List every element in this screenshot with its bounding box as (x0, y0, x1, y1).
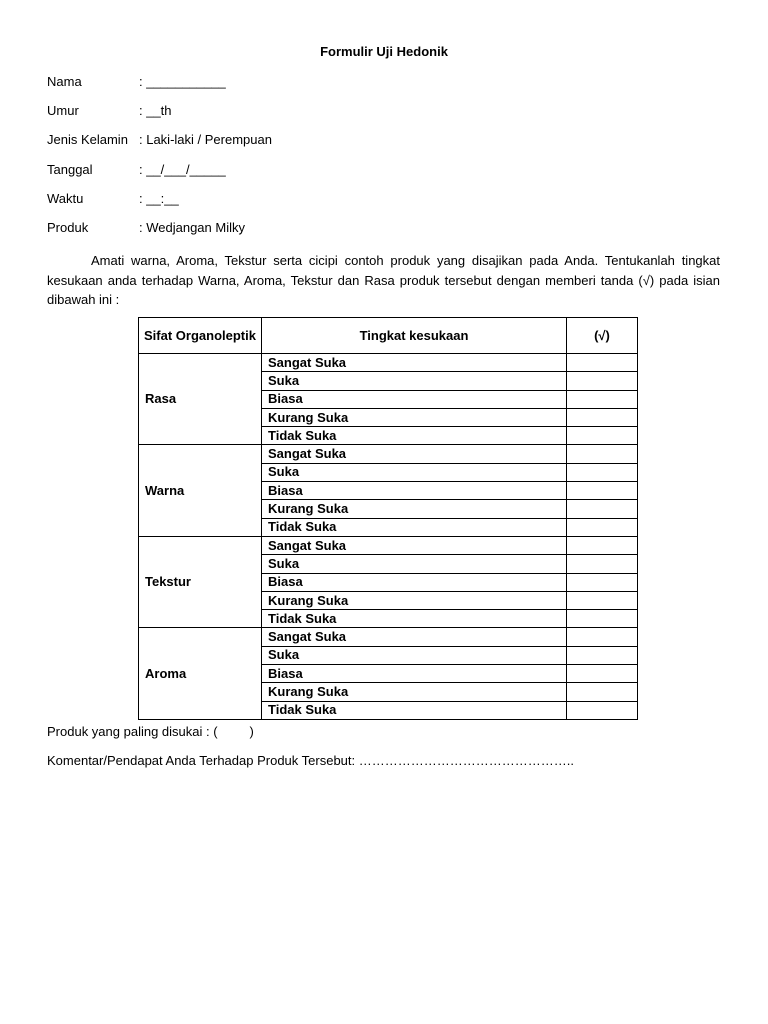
check-cell[interactable] (567, 408, 638, 426)
check-cell[interactable] (567, 555, 638, 573)
level-cell: Biasa (262, 390, 567, 408)
check-cell[interactable] (567, 354, 638, 372)
level-cell: Sangat Suka (262, 628, 567, 646)
check-cell[interactable] (567, 573, 638, 591)
field-value: : __:__ (139, 191, 179, 206)
level-cell: Tidak Suka (262, 701, 567, 719)
favorite-close: ) (249, 724, 254, 739)
level-cell: Biasa (262, 665, 567, 683)
table-row (139, 445, 638, 463)
hedonic-table (138, 317, 638, 720)
field-produk (47, 219, 245, 237)
field-label: Umur (47, 103, 79, 118)
field-umur[interactable] (47, 102, 172, 120)
level-cell: Suka (262, 646, 567, 664)
attribute-cell: Aroma (139, 628, 262, 719)
comment-line[interactable]: Komentar/Pendapat Anda Terhadap Produk Tersebut: ………………………………………….. (47, 753, 574, 768)
favorite-label: Produk yang paling disukai : ( (47, 724, 218, 739)
level-cell: Suka (262, 555, 567, 573)
favorite-product-line[interactable] (47, 724, 254, 739)
check-cell[interactable] (567, 628, 638, 646)
level-cell: Tidak Suka (262, 427, 567, 445)
check-cell[interactable] (567, 683, 638, 701)
level-cell: Kurang Suka (262, 591, 567, 609)
table-row (139, 628, 638, 646)
field-label: Nama (47, 74, 82, 89)
header-sifat: Sifat Organoleptik (139, 318, 262, 354)
field-value: : __th (139, 103, 172, 118)
field-label: Tanggal (47, 162, 93, 177)
field-label: Produk (47, 220, 89, 235)
level-cell: Kurang Suka (262, 683, 567, 701)
table-body (139, 354, 638, 720)
level-cell: Tidak Suka (262, 518, 567, 536)
level-cell: Biasa (262, 573, 567, 591)
instruction-paragraph (47, 251, 720, 310)
header-check: (√) (567, 318, 638, 354)
level-cell: Sangat Suka (262, 445, 567, 463)
table-row (139, 536, 638, 554)
check-cell[interactable] (567, 463, 638, 481)
attribute-cell: Warna (139, 445, 262, 536)
check-cell[interactable] (567, 701, 638, 719)
level-cell: Biasa (262, 482, 567, 500)
field-label: Waktu (47, 191, 84, 206)
field-value: : Laki-laki / Perempuan (139, 132, 272, 147)
check-cell[interactable] (567, 591, 638, 609)
level-cell: Kurang Suka (262, 500, 567, 518)
check-cell[interactable] (567, 518, 638, 536)
field-waktu[interactable] (47, 190, 179, 208)
table-header-row (139, 318, 638, 354)
check-cell[interactable] (567, 372, 638, 390)
level-cell: Sangat Suka (262, 354, 567, 372)
level-cell: Sangat Suka (262, 536, 567, 554)
level-cell: Suka (262, 463, 567, 481)
field-label: Jenis Kelamin (47, 132, 128, 147)
field-value: : ___________ (139, 74, 226, 89)
check-cell[interactable] (567, 500, 638, 518)
check-cell[interactable] (567, 610, 638, 628)
header-tingkat: Tingkat kesukaan (262, 318, 567, 354)
attribute-cell: Tekstur (139, 536, 262, 627)
field-nama[interactable] (47, 73, 226, 91)
check-cell[interactable] (567, 390, 638, 408)
level-cell: Suka (262, 372, 567, 390)
field-value: : __/___/_____ (139, 162, 226, 177)
field-tanggal[interactable] (47, 161, 226, 179)
table-row (139, 354, 638, 372)
field-value: : Wedjangan Milky (139, 220, 245, 235)
level-cell: Kurang Suka (262, 408, 567, 426)
level-cell: Tidak Suka (262, 610, 567, 628)
form-title: Formulir Uji Hedonik (320, 44, 448, 59)
check-cell[interactable] (567, 665, 638, 683)
check-cell[interactable] (567, 445, 638, 463)
check-cell[interactable] (567, 427, 638, 445)
attribute-cell: Rasa (139, 354, 262, 445)
instruction-text: Amati warna, Aroma, Tekstur serta cicipi contoh produk yang disajikan pada Anda. Tentukanlah tingkat kesukaan anda terhadap Warna, Aroma, Tekstur dan Rasa produk tersebut dengan memberi tanda (√) pada isian dibawah ini : (47, 253, 720, 307)
check-cell[interactable] (567, 646, 638, 664)
field-jenis-kelamin[interactable] (47, 131, 272, 149)
check-cell[interactable] (567, 536, 638, 554)
check-cell[interactable] (567, 482, 638, 500)
